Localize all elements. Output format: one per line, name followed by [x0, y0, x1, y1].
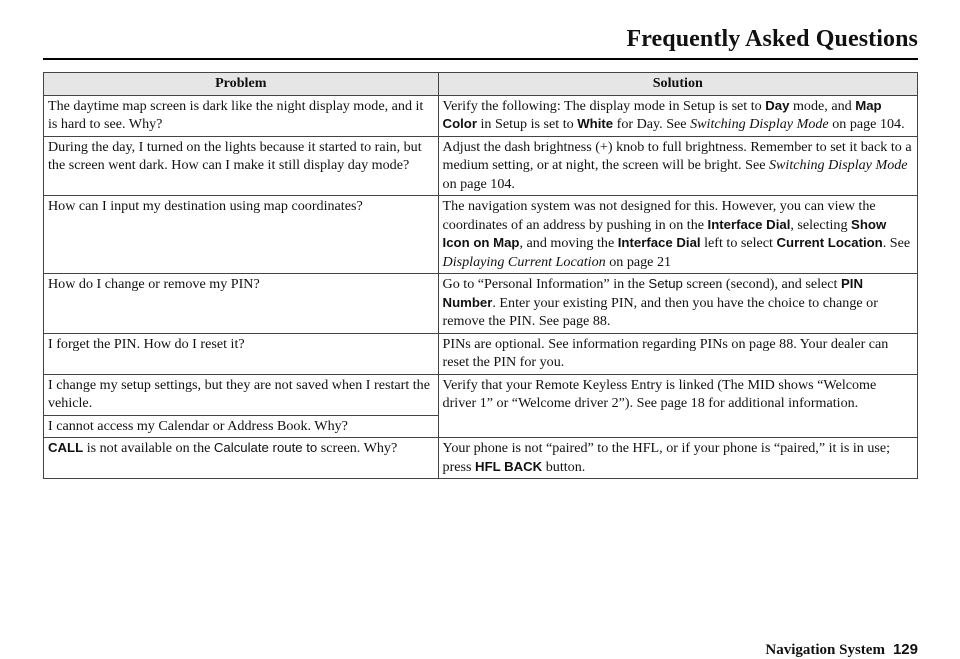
- solution-cell: [438, 438, 917, 479]
- ui-term: Interface Dial: [617, 235, 701, 250]
- table-row: [44, 438, 918, 479]
- ui-term: White: [577, 116, 614, 131]
- solution-text: Go to “Personal Information” in the: [442, 276, 649, 292]
- cross-reference: Switching Display Mode: [768, 157, 908, 173]
- problem-cell: I forget the PIN. How do I reset it?: [44, 333, 439, 374]
- table-row: [44, 374, 918, 415]
- page-title: Frequently Asked Questions: [626, 26, 918, 52]
- problem-cell: I change my setup settings, but they are not saved when I restart the vehicle.: [44, 374, 439, 415]
- solution-text: on page 104.: [442, 175, 515, 192]
- solution-text: , and moving the: [519, 235, 618, 251]
- page-footer: [765, 641, 918, 659]
- ui-term: CALL: [48, 440, 84, 455]
- ui-term: Day: [765, 97, 790, 113]
- solution-text: in Setup is set to: [476, 116, 578, 132]
- problem-cell: How do I change or remove my PIN?: [44, 274, 439, 334]
- ui-term: PIN Number: [442, 276, 863, 310]
- ui-term: Current Location: [776, 235, 883, 250]
- ui-term: Show Icon on Map: [442, 216, 887, 250]
- table-row: [44, 95, 918, 136]
- problem-cell: How can I input my destination using map coordinates?: [44, 196, 439, 274]
- ui-term: Map Color: [442, 97, 882, 131]
- solution-cell: [438, 196, 917, 274]
- table-row: [44, 333, 918, 374]
- cross-reference: Switching Display Mode: [690, 116, 829, 132]
- solution-cell: PINs are optional. See information regarding PINs on page 88. Your dealer can reset the PIN for you.: [438, 333, 917, 374]
- problem-text: is not available on the: [83, 440, 214, 456]
- ui-term: HFL BACK: [475, 458, 543, 474]
- solution-text: on page 104.: [828, 116, 905, 132]
- solution-text: button.: [542, 458, 586, 475]
- table-row: [44, 136, 918, 196]
- solution-cell: [438, 136, 917, 196]
- problem-cell: The daytime map screen is dark like the night display mode, and it is hard to see. Why?: [44, 95, 439, 136]
- footer-label: Navigation System: [765, 642, 885, 658]
- solution-text: Verify the following: The display mode in Setup is set to: [442, 97, 766, 114]
- solution-text: , selecting: [790, 216, 852, 233]
- solution-header: Solution: [438, 73, 917, 96]
- solution-text: Your phone is not “paired” to the HFL, or if your phone is “paired,” it is in use; press: [442, 440, 891, 475]
- solution-cell: Verify that your Remote Keyless Entry is linked (The MID shows “Welcome driver 1” or “Welcome driver 2”). See page 18 for additional information.: [438, 374, 917, 438]
- solution-text: screen (second), and select: [682, 276, 841, 292]
- solution-text: left to select: [700, 235, 777, 251]
- ui-term: Setup: [648, 276, 683, 291]
- table-header-row: [44, 73, 918, 96]
- solution-text: Adjust the dash brightness (+) knob to full brightness. Remember to set it back to a medium setting, or at night, the screen will be bright. See: [442, 138, 912, 173]
- problem-text: screen. Why?: [317, 440, 398, 456]
- solution-text: mode, and: [789, 97, 856, 114]
- solution-text: . See: [882, 235, 911, 251]
- title-rule: [43, 58, 918, 60]
- solution-text: on page 21: [605, 253, 672, 270]
- page-number: 129: [892, 641, 918, 658]
- problem-cell: During the day, I turned on the lights because it started to rain, but the screen went dark. How can I make it still display day mode?: [44, 136, 439, 196]
- ui-term: Interface Dial: [707, 216, 791, 232]
- faq-table: [43, 72, 918, 479]
- solution-text: for Day. See: [613, 116, 691, 132]
- solution-cell: [438, 95, 917, 136]
- table-row: [44, 274, 918, 334]
- problem-cell: [44, 438, 439, 479]
- table-row: [44, 196, 918, 274]
- solution-text: The navigation system was not designed for this. However, you can view the coordinates of an address by pushing in on the: [442, 198, 876, 233]
- problem-cell: I cannot access my Calendar or Address Book. Why?: [44, 415, 439, 438]
- cross-reference: Displaying Current Location: [442, 253, 606, 270]
- problem-header: Problem: [44, 73, 439, 96]
- ui-term: Calculate route to: [213, 440, 318, 455]
- solution-cell: [438, 274, 917, 334]
- solution-text: . Enter your existing PIN, and then you have the choice to change or remove the PIN. See page 88.: [442, 294, 878, 329]
